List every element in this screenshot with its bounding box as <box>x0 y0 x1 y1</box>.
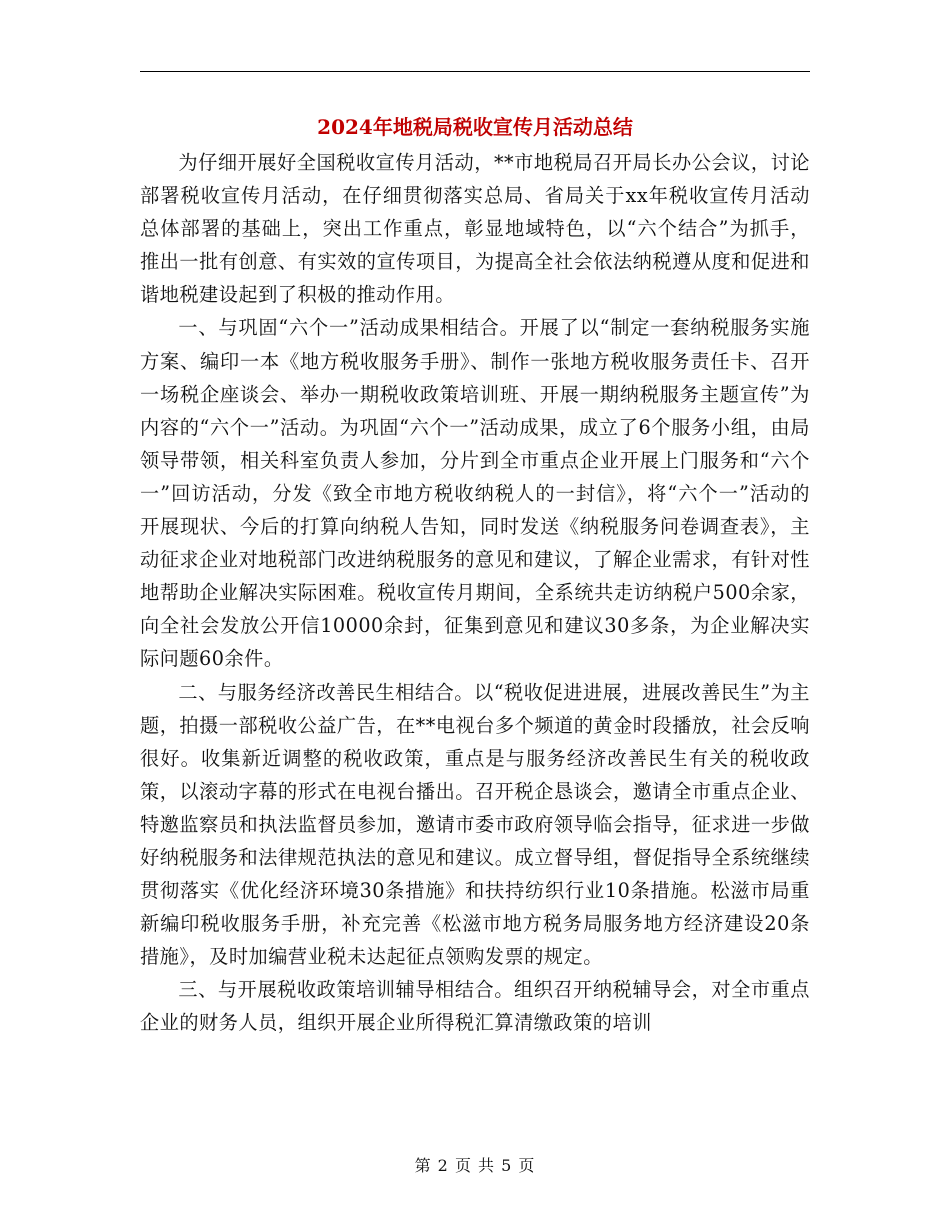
paragraph-section-three: 三、与开展税收政策培训辅导相结合。组织召开纳税辅导会，对全市重点企业的财务人员，组织开展企业所得税汇算清缴政策的培训 <box>140 978 810 1035</box>
document-body <box>140 146 810 1040</box>
paragraph-section-two: 二、与服务经济改善民生相结合。以“税收促进进展，进展改善民生”为主题，拍摄一部税收公益广告，在**电视台多个频道的黄金时段播放，社会反响很好。收集新近调整的税收政策，重点是与服务经济改善民生有关的税收政策，以滚动字幕的形式在电视台播出。召开税企恳谈会，邀请全市重点企业、特邀监察员和执法监督员参加，邀请市委市政府领导临会指导，征求进一步做好纳税服务和法律规范执法的意见和建议。成立督导组，督促指导全系统继续贯彻落实《优化经济环境30条措施》和扶持纺织行业10条措施。松滋市局重新编印税收服务手册，补充完善《松滋市地方税务局服务地方经济建设20条措施》，及时加编营业税未达起征点领购发票的规定。 <box>140 680 810 969</box>
paragraph-intro: 为仔细开展好全国税收宣传月活动，**市地税局召开局长办公会议，讨论部署税收宣传月活动，在仔细贯彻落实总局、省局关于xx年税收宣传月活动总体部署的基础上，突出工作重点，彰显地域特色，以“六个结合”为抓手，推出一批有创意、有实效的宣传项目，为提高全社会依法纳税遵从度和促进和谐地税建设起到了积极的推动作用。 <box>140 151 810 307</box>
document-title: 2024年地税局税收宣传月活动总结 <box>317 115 633 139</box>
paragraph-section-one: 一、与巩固“六个一”活动成果相结合。开展了以“制定一套纳税服务实施方案、编印一本《地方税收服务手册》、制作一张地方税收服务责任卡、召开一场税企座谈会、举办一期税收政策培训班、开展一期纳税服务主题宣传”为内容的“六个一”活动。为巩固“六个一”活动成果，成立了6个服务小组，由局领导带领，相关科室负责人参加，分片到全市重点企业开展上门服务和“六个一”回访活动，分发《致全市地方税收纳税人的一封信》，将“六个一”活动的开展现状、今后的打算向纳税人告知，同时发送《纳税服务问卷调查表》，主动征求企业对地税部门改进纳税服务的意见和建议，了解企业需求，有针对性地帮助企业解决实际困难。税收宣传月期间，全系统共走访纳税户500余家，向全社会发放公开信10000余封，征集到意见和建议30多条，为企业解决实际问题60余件。 <box>140 316 810 671</box>
page-number-footer: 第 2 页 共 5 页 <box>414 1156 536 1175</box>
header-rule <box>140 71 810 72</box>
